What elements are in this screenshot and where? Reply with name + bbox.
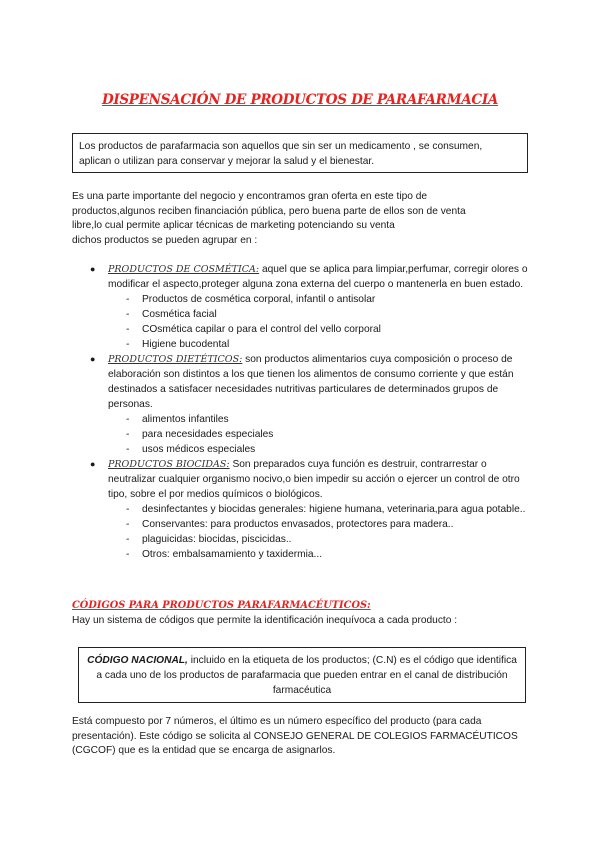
bullet-icon: ● <box>90 354 96 364</box>
list-item-text: usos médicos especiales <box>142 444 256 455</box>
list-item <box>126 532 536 547</box>
closing-paragraph: Está compuesto por 7 números, el último es un número específico del producto (para cada presentación). Este código se solicita al CONSEJO GENERAL DE COLEGIOS FARMACÉUTICOS (CGCOF) que es la entidad que se encarga de asignarlos. <box>72 716 518 756</box>
dash-icon: - <box>126 444 130 455</box>
intro-line: Es una parte importante del negocio y encontramos gran oferta en este tipo de <box>72 191 428 202</box>
group-items <box>108 412 536 457</box>
intro-paragraph <box>72 190 532 248</box>
list-item <box>126 442 536 457</box>
dash-icon: - <box>126 339 130 350</box>
definition-line: aplican o utilizan para conservar y mejorar la salud y el bienestar. <box>79 156 375 167</box>
definition-box <box>72 133 528 173</box>
codigo-nacional-box <box>78 647 526 703</box>
group-description: aquel que se aplica para limpiar,perfumar, corregir olores o modificar el aspecto,proteger alguna zona externa del cuerpo o mantenerla en buen estado. <box>108 264 528 290</box>
codes-section-title: CÓDIGOS PARA PRODUCTOS PARAFARMACÉUTICOS: <box>72 600 371 611</box>
dash-icon: - <box>126 309 130 320</box>
list-item-text: Higiene bucodental <box>142 339 230 350</box>
dash-icon: - <box>126 504 130 515</box>
list-item <box>126 427 536 442</box>
group-heading: PRODUCTOS DIETÉTICOS: <box>108 354 243 365</box>
list-item-text: Productos de cosmética corporal, infantil o antisolar <box>142 294 376 305</box>
list-item-text: para necesidades especiales <box>142 429 274 440</box>
group-items <box>108 502 536 562</box>
list-item <box>126 502 536 517</box>
intro-line: productos,algunos reciben financiación pública, pero buena parte de ellos son de venta <box>72 205 466 217</box>
codes-intro: Hay un sistema de códigos que permite la identificación inequívoca a cada producto : <box>72 615 458 626</box>
list-item <box>126 517 536 532</box>
list-item <box>126 292 536 307</box>
group-heading: PRODUCTOS DE COSMÉTICA: <box>108 264 260 275</box>
dash-icon: - <box>126 549 130 560</box>
cn-label: CÓDIGO NACIONAL, <box>87 655 188 666</box>
product-groups-list <box>88 262 536 562</box>
dash-icon: - <box>126 519 130 530</box>
group-heading: PRODUCTOS BIOCIDAS: <box>108 459 230 470</box>
dash-icon: - <box>126 324 130 335</box>
dash-icon: - <box>126 414 130 425</box>
dash-icon: - <box>126 294 130 305</box>
product-group-cosmetica <box>88 262 536 352</box>
product-group-biocidas <box>88 457 536 562</box>
bullet-icon: ● <box>90 459 96 469</box>
list-item-text: COsmética capilar o para el control del vello corporal <box>142 324 381 335</box>
list-item-text: desinfectantes y biocidas generales: higiene humana, veterinaria,para agua potable.. <box>142 504 526 515</box>
list-item <box>126 337 536 352</box>
list-item <box>126 307 536 322</box>
list-item <box>126 412 536 427</box>
list-item-text: alimentos infantiles <box>142 414 229 425</box>
group-description: Son preparados cuya función es destruir, contrarrestar o neutralizar cualquier organismo nocivo,o bien impedir su acción o ejercer un control de otro tipo, sobre el por medios químicos o biológicos. <box>108 459 520 500</box>
list-item-text: Cosmética facial <box>142 309 217 320</box>
list-item-text: Otros: embalsamamiento y taxidermia... <box>142 549 323 560</box>
page-title: DISPENSACIÓN DE PRODUCTOS DE PARAFARMACIA <box>101 92 499 108</box>
product-group-dieteticos <box>88 352 536 457</box>
dash-icon: - <box>126 429 130 440</box>
dash-icon: - <box>126 534 130 545</box>
definition-line: Los productos de parafarmacia son aquellos que sin ser un medicamento , se consumen, <box>79 141 483 152</box>
list-item-text: plaguicidas: biocidas, piscicidas.. <box>142 534 292 545</box>
group-items <box>108 292 536 352</box>
list-item-text: Conservantes: para productos envasados, protectores para madera.. <box>142 519 454 530</box>
intro-line: dichos productos se pueden agrupar en : <box>72 234 258 246</box>
cn-description: incluido en la etiqueta de los productos; (C.N) es el código que identifica a cada uno de los productos de parafarmacia que pueden entrar en el canal de distribución farmacéutica <box>96 655 517 696</box>
intro-line: libre,lo cual permite aplicar técnicas de marketing potenciando su venta <box>72 220 395 231</box>
list-item <box>126 547 536 562</box>
bullet-icon: ● <box>90 264 96 274</box>
group-description: son productos alimentarios cuya composición o proceso de elaboración son distintos a los que tienen los alimentos de consumo corriente y que están destinados a satisfacer necesidades nutritivas particulares de determinados grupos de personas. <box>108 354 514 410</box>
list-item <box>126 322 536 337</box>
